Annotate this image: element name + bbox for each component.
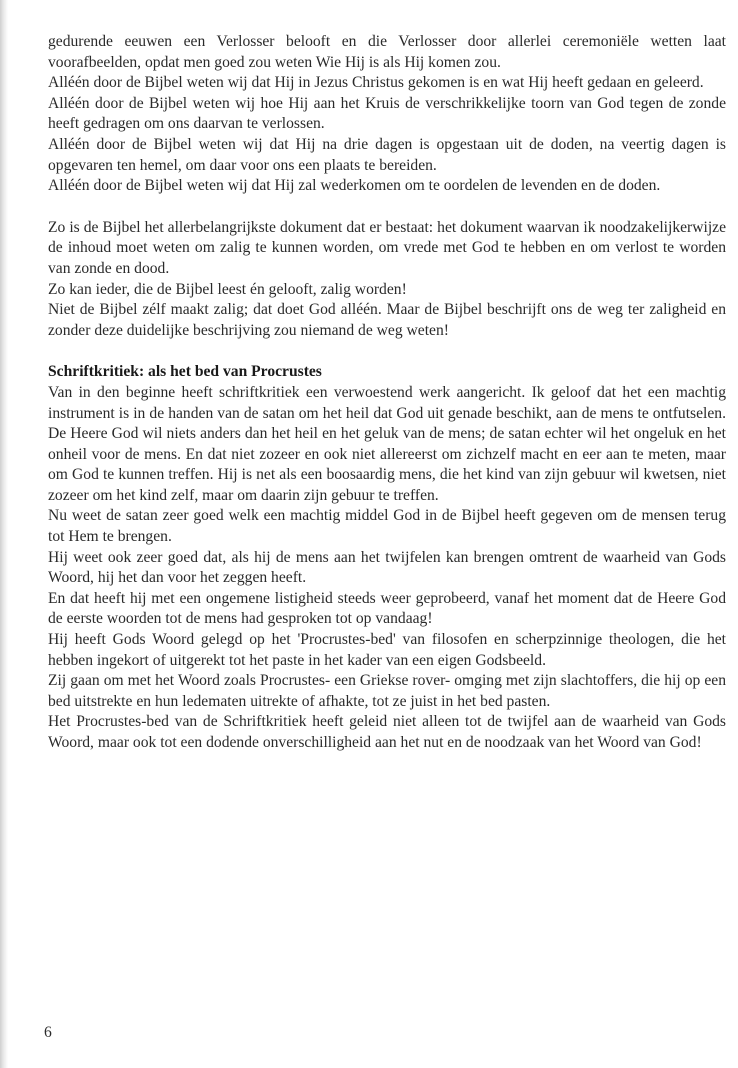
paragraph: Niet de Bijbel zélf maakt zalig; dat doet God alléén. Maar de Bijbel beschrijft ons de weg ter zaligheid en zonder deze duidelijke beschrijving zou niemand de weg weten! [48,301,726,339]
paragraph: Alléén door de Bijbel weten wij dat Hij in Jezus Christus gekomen is en wat Hij heeft gedaan en geleerd. [48,74,704,92]
paragraph: Zo kan ieder, die de Bijbel leest én gelooft, zalig worden! [48,280,407,298]
paragraph: Nu weet de satan zeer goed welk een machtig middel God in de Bijbel heeft gegeven om de mensen terug tot Hem te brengen. [48,507,726,546]
paragraph: Het Procrustes-bed van de Schriftkritiek heeft geleid niet alleen tot de twijfel aan de waarheid van Gods Woord, maar ook tot een dodende onverschilligheid aan het nut en de noodzaak van het Woord van God! [48,713,726,751]
paragraph: Zo is de Bijbel het allerbelangrijkste dokument dat er bestaat: het dokument waarvan ik noodzakelijkerwijze de inhoud moet weten om zalig te kunnen worden, om vrede met God te hebben en om verlost te worden van zonde en dood. [48,218,726,277]
paragraph: En dat heeft hij met een ongemene listigheid steeds weer geprobeerd, vanaf het moment dat de Heere God de eerste woorden tot de mens had gesproken tot op vandaag! [48,589,726,628]
paragraph: Alléén door de Bijbel weten wij hoe Hij aan het Kruis de verschrikkelijke toorn van God tegen de zonde heeft gedragen om ons daarvan te verlossen. [48,94,726,133]
paragraph-gap [48,341,726,362]
paragraph: Zij gaan om met het Woord zoals Procrustes- een Griekse rover- omging met zijn slachtoffers, die hij op een bed uitstrekte en hun ledematen uitrekte of afhakte, tot ze juist in het bed pasten. [48,672,726,710]
paragraph: Alléén door de Bijbel weten wij dat Hij zal wederkomen om te oordelen de levenden en de doden. [48,177,661,195]
paragraph: Van in den beginne heeft schriftkritiek een verwoestend werk aangericht. Ik geloof dat het een machtig instrument is in de handen van de satan om het heil dat God uit genade beschikt, aan de mens te ontfutselen. De Heere God wil niets anders dan het heil en het geluk van de mens; de satan echter wil het ongeluk en het onheil voor de mens. En dat niet zozeer en ook niet allereerst om zichzelf macht en eer aan te meten, maar om God te kunnen treffen. Hij is net als een boosaardig mens, die het kind van zijn gebuur wil kwetsen, niet zozeer om het kind zelf, maar om daarin zijn gebuur te treffen. [48,383,726,504]
paragraph: Hij heeft Gods Woord gelegd op het 'Procrustes-bed' van filosofen en scherpzinnige theologen, die het hebben ingekort of uitgerekt tot het paste in het kader van een eigen Godsbeeld. [48,631,726,669]
page-number: 6 [44,1024,52,1041]
paragraph: Alléén door de Bijbel weten wij dat Hij na drie dagen is opgestaan uit de doden, na veertig dagen is opgevaren ten hemel, om daar voor ons een plaats te bereiden. [48,135,726,174]
binding-edge-shadow [0,0,8,1068]
page-body [48,32,726,754]
paragraph-gap [48,197,726,218]
paragraph: gedurende eeuwen een Verlosser belooft en die Verlosser door allerlei ceremoniële wetten laat voorafbeelden, opdat men goed zou weten Wie Hij is als Hij komen zou. [48,33,726,71]
paragraph: Hij weet ook zeer goed dat, als hij de mens aan het twijfelen kan brengen omtrent de waarheid van Gods Woord, hij het dan voor het zeggen heeft. [48,548,726,587]
section-heading: Schriftkritiek: als het bed van Procrustes [48,363,322,381]
